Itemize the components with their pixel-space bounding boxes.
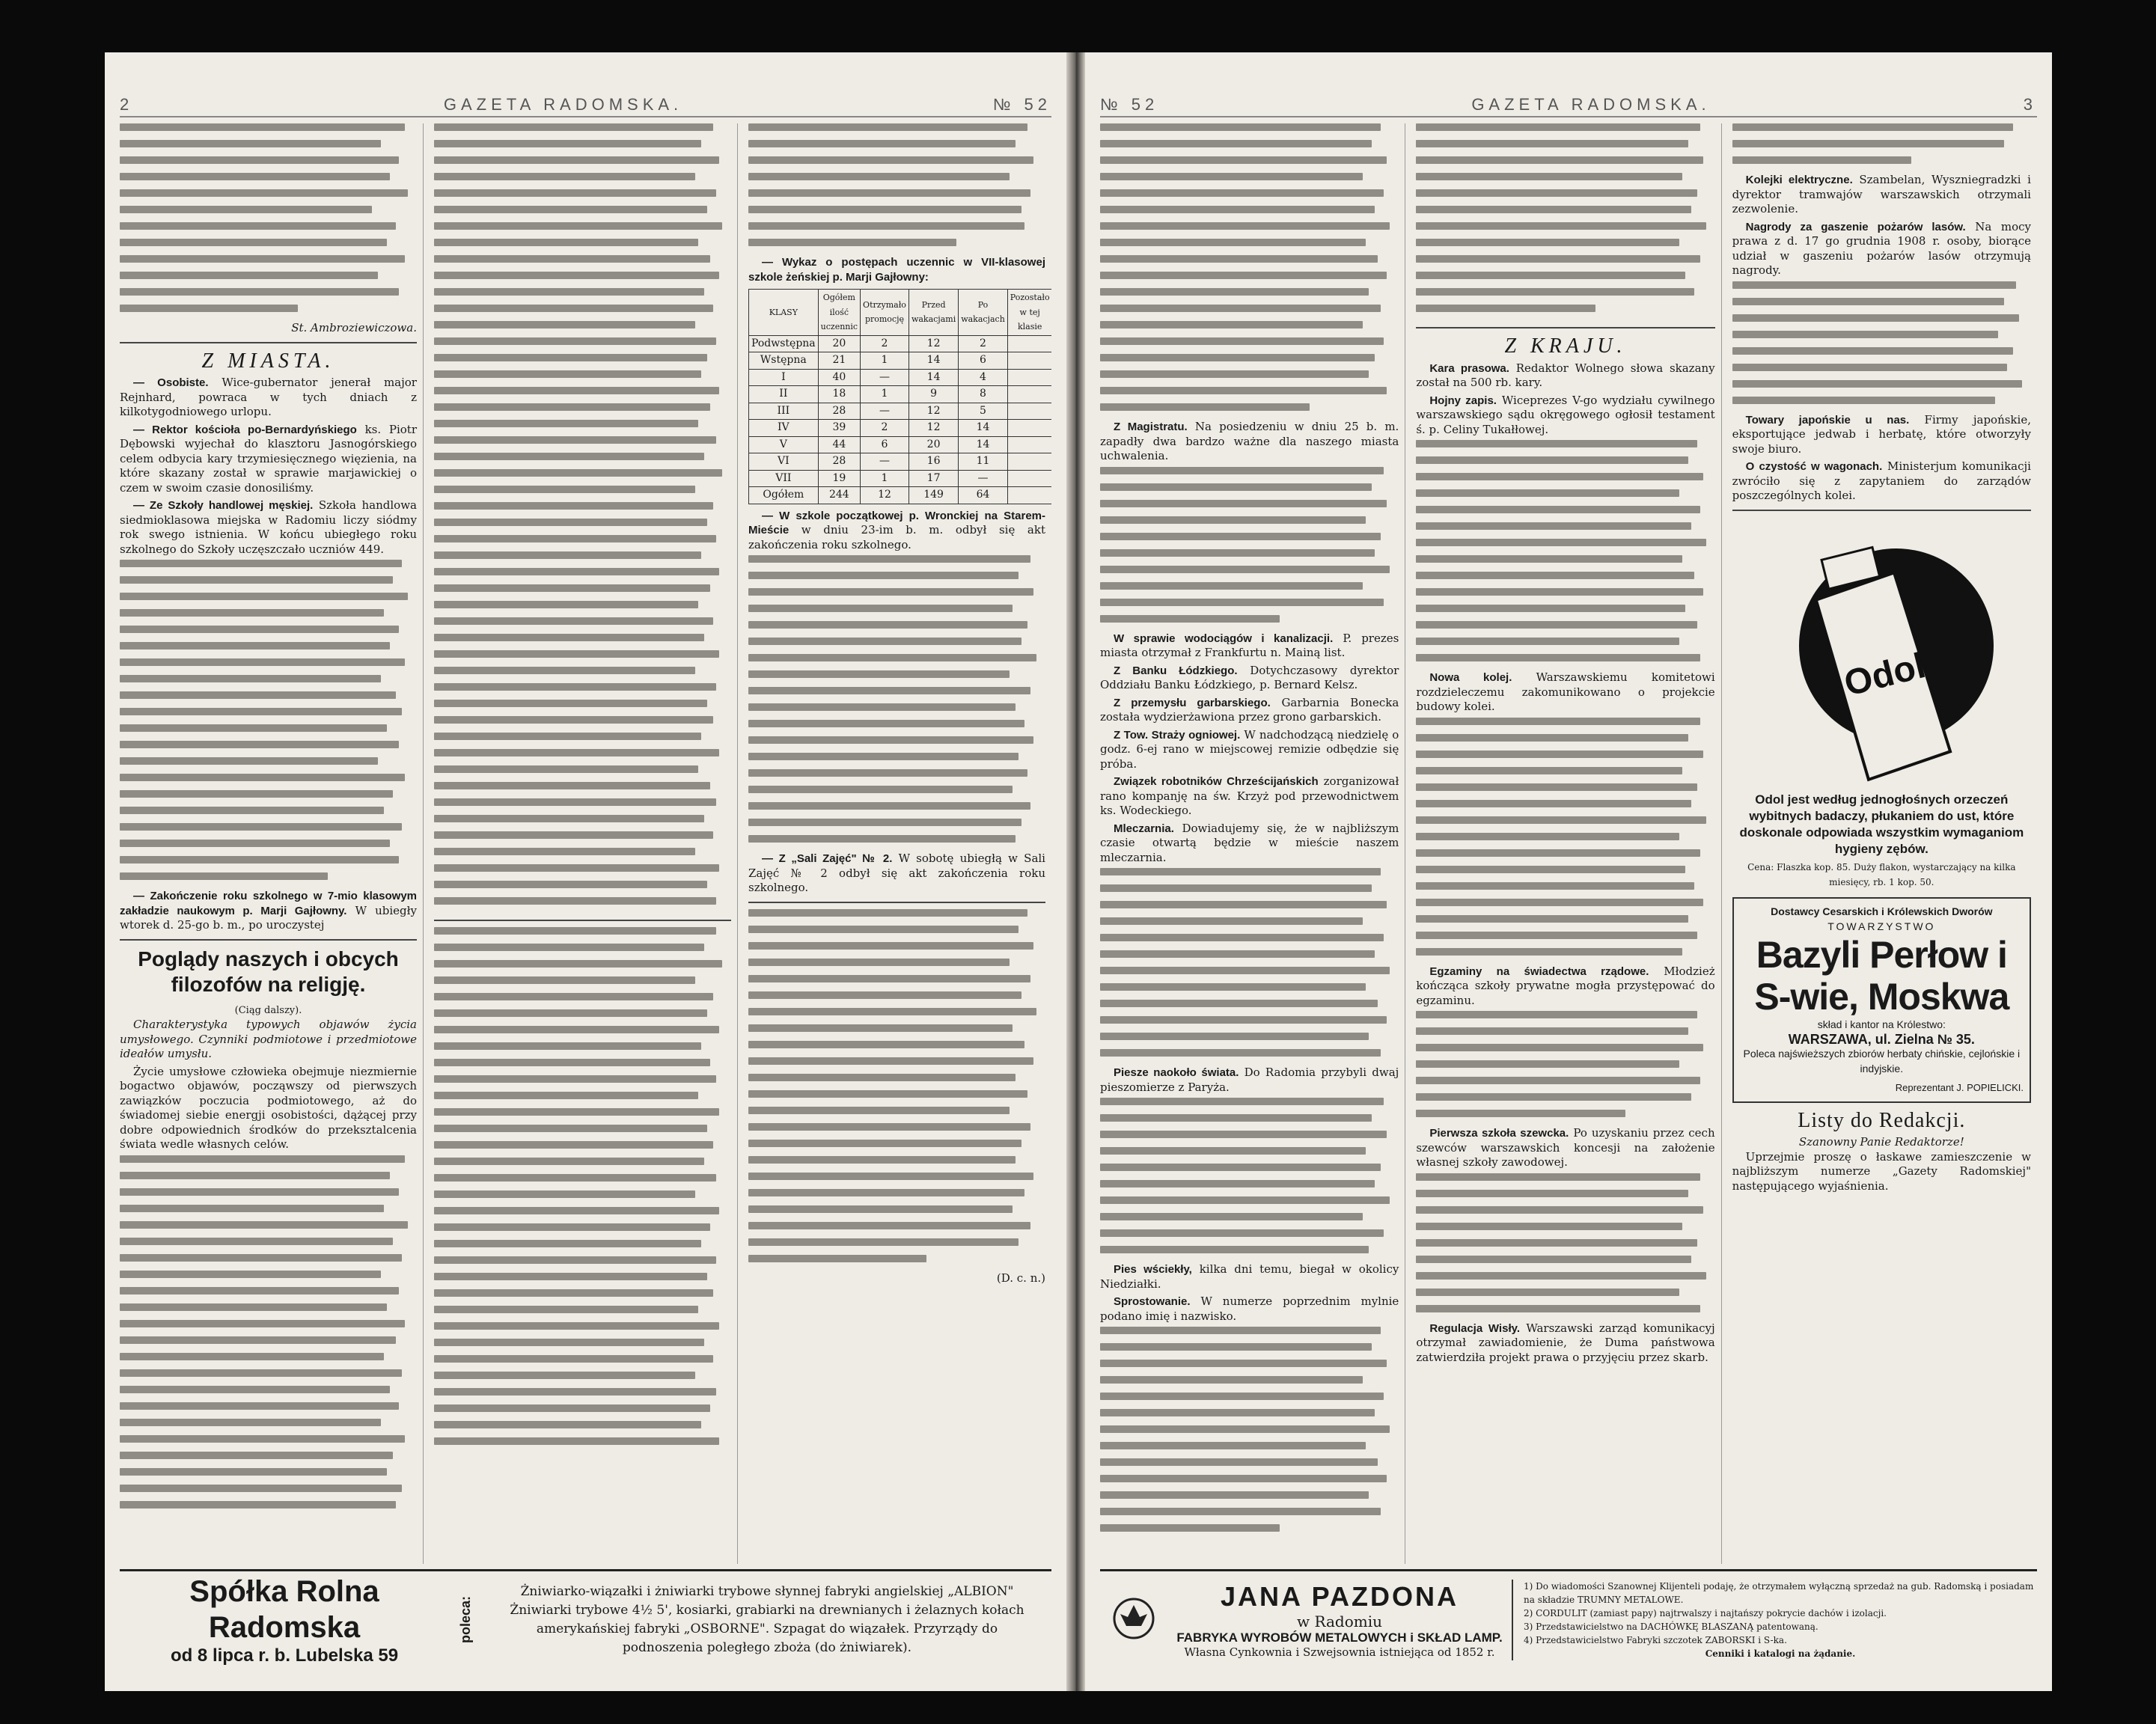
table-row-label: VII — [749, 470, 819, 487]
table-cell — [1007, 470, 1051, 487]
table-cell: 19 — [818, 470, 860, 487]
article-continued: (Ciąg dalszy). — [234, 1004, 302, 1016]
table-header: Pozostało w tej klasie — [1007, 290, 1051, 336]
table-row-label: I — [749, 369, 819, 386]
text-block — [1100, 1098, 1399, 1262]
news-item: Hojny zapis. Wiceprezes V-go wydziału cywilnego warszawskiego sądu okręgowego ogłosił testament ś. p. Celiny Tukałłowej. — [1416, 393, 1715, 436]
table-cell: 8 — [959, 386, 1008, 403]
table-cell: 20 — [908, 436, 958, 453]
news-item: Z Magistratu. Na posiedzeniu w dniu 25 b. m. zapadły dwa bardzo ważne dla naszego miasta uchwalenia. — [1100, 420, 1399, 462]
table-cell: 17 — [908, 470, 958, 487]
text-block — [1100, 868, 1399, 1066]
ad-line: amerykańskiej fabryki „OSBORNE". Szpagat do wiązałek. Przyrządy do — [536, 1621, 998, 1636]
perlow-address: WARSZAWA, ul. Zielna № 35. — [1788, 1031, 1975, 1047]
text-block — [434, 123, 731, 914]
table-cell — [1007, 335, 1051, 352]
letters-greeting: Szanowny Panie Redaktorze! — [1798, 1135, 1964, 1149]
table-cell: 39 — [818, 420, 860, 437]
divider — [434, 920, 731, 921]
perlow-company: Bazyli Perłow i S-wie, Moskwa — [1754, 934, 2009, 1018]
text-block — [1416, 440, 1714, 670]
letters-text: Uprzejmie proszę o łaskawe zamieszczenie w najbliższym numerze „Gazety Radomskiej" następującego wyjaśnienia. — [1732, 1149, 2031, 1193]
text-block — [1100, 1327, 1399, 1541]
table-cell: 16 — [908, 453, 958, 471]
table-row-label: IV — [749, 420, 819, 437]
table-cell: 21 — [818, 352, 860, 370]
news-item: Nowa kolej. Warszawskiemu komitetowi rozdzieleczemu zakomunikowano o projekcie budowy kolei. — [1416, 670, 1715, 713]
text-block — [434, 927, 731, 1454]
table-row — [749, 369, 1052, 386]
table-cell: 5 — [959, 403, 1008, 420]
table-cell: 11 — [959, 453, 1008, 471]
ad-line: Żniwiarki trybowe 4½ 5', kosiarki, grabiarki na drewnianych i żelaznych kołach — [510, 1603, 1024, 1618]
news-item: Mleczarnia. Dowiadujemy się, że w najbliższym czasie otwartą będzie w mieście naszem mleczarnia. — [1100, 821, 1399, 864]
table-row-label: III — [749, 403, 819, 420]
odol-price: Cena: Flaszka kop. 85. Duży flakon, wystarczający na kilka miesięcy, rb. 1 kop. 50. — [1747, 862, 2016, 887]
left-running-head — [120, 94, 1051, 117]
ad-product-list — [483, 1583, 1051, 1657]
divider — [748, 902, 1045, 903]
table-row-label: VI — [749, 453, 819, 471]
pazdona-notes — [1512, 1580, 2037, 1660]
right-page-number: 3 — [2023, 95, 2037, 114]
right-column-3 — [1732, 123, 2037, 1564]
table-cell: 18 — [818, 386, 860, 403]
table-cell: — — [861, 453, 909, 471]
right-column-2 — [1416, 123, 1721, 1564]
table-cell: 9 — [908, 386, 958, 403]
divider — [1416, 327, 1714, 328]
perlow-top: Dostawcy Cesarskich i Królewskich Dworów — [1771, 905, 1993, 917]
table-row — [749, 352, 1052, 370]
news-item: Pierwsza szkoła szewcka. Po uzyskaniu przez cech szewców warszawskich koncesji na założenie własnej szkoły zawodowej. — [1416, 1126, 1715, 1169]
table-header: Ogółem ilość uczennic — [818, 290, 860, 336]
table-cell: 14 — [959, 436, 1008, 453]
table-cell — [1007, 352, 1051, 370]
table-cell — [1007, 487, 1051, 504]
ad-note: 3) Przedstawicielstwo na DACHÓWKĘ BLASZANĄ patentowaną. — [1524, 1621, 1818, 1632]
spolka-rolna-advertisement — [120, 1569, 1051, 1669]
table-cell: 64 — [959, 487, 1008, 504]
right-masthead: GAZETA RADOMSKA. — [1471, 95, 1711, 114]
left-columns — [120, 123, 1051, 1564]
text-block — [1100, 467, 1399, 632]
table-header: Otrzymało promocję — [861, 290, 909, 336]
divider — [120, 342, 417, 343]
right-newspaper-page — [1085, 52, 2052, 1691]
news-item: — Ze Szkoły handlowej męskiej. Szkoła handlowa siedmioklasowa miejska w Radomiu liczy siódmy rok swego istnienia. W końcu ubiegłego roku szkolnego do Szkoły uczęszczało uczniów 449. — [120, 498, 417, 556]
left-column-2 — [434, 123, 738, 1564]
article-title: Poglądy naszych i obcych filozofów na religję. — [138, 947, 399, 996]
continuation-mark: (D. c. n.) — [996, 1271, 1045, 1285]
table-cell — [1007, 369, 1051, 386]
table-cell: 20 — [818, 335, 860, 352]
ad-cennik: Cenniki i katalogi na żądanie. — [1705, 1648, 1856, 1659]
table-row — [749, 420, 1052, 437]
table-body — [749, 335, 1052, 504]
book-gutter — [1066, 52, 1085, 1691]
right-columns — [1100, 123, 2037, 1564]
left-page-number: 2 — [120, 95, 134, 114]
ad-line: Żniwiarko-wiązałki i żniwiarki trybowe słynnej fabryki angielskiej „ALBION" — [520, 1584, 1014, 1599]
table-cell: 1 — [861, 386, 909, 403]
ad-note: 4) Przedstawicielstwo Fabryki szczotek ZABORSKI i S-ka. — [1524, 1635, 1787, 1645]
text-block — [1416, 718, 1714, 965]
news-item: Towary japońskie u nas. Firmy japońskie, eksportujące jedwab i herbatę, które otworzyły swoje biuro. — [1732, 412, 2031, 456]
news-item: Nagrody za gaszenie pożarów lasów. Na mocy prawa z d. 17 go grudnia 1908 r. osoby, biorące udział w gaszeniu pożarów lasów otrzymują nagrody. — [1732, 219, 2031, 277]
table-cell — [1007, 386, 1051, 403]
divider — [120, 939, 417, 941]
table-cell — [1007, 436, 1051, 453]
table-title: — Wykaz o postępach uczennic w VII-klasowej szkole żeńskiej p. Marji Gajłowny: — [748, 256, 1045, 284]
table-cell: 28 — [818, 453, 860, 471]
table-row-label: II — [749, 386, 819, 403]
text-block — [748, 909, 1045, 1271]
odol-label: Odol — [1840, 645, 1930, 704]
table-row-label: Wstępna — [749, 352, 819, 370]
section-title-z-miasta: Z MIASTA. — [201, 349, 335, 373]
pazdona-line1: FABRYKA WYROBÓW METALOWYCH i SKŁAD LAMP. — [1176, 1630, 1503, 1645]
table-cell: 12 — [908, 335, 958, 352]
news-item: Egzaminy na świadectwa rządowe. Młodzież kończąca szkoły prywatne mogła przystępować do egzaminu. — [1416, 964, 1715, 1007]
table-cell: 6 — [959, 352, 1008, 370]
odol-advertisement — [1732, 519, 2031, 890]
news-item: — Osobiste. Wice-gubernator jenerał major Rejnhard, powraca w tych dniach z kilkotygodniowego urlopu. — [120, 376, 417, 418]
ad-poleca: poleca: — [458, 1596, 473, 1644]
table-cell: 244 — [818, 487, 860, 504]
right-running-head — [1100, 94, 2037, 117]
news-item: Regulacja Wisły. Warszawski zarząd komunikacyj otrzymał zawiadomienie, że Duma państwowa zatwierdziła projekt prawa o przyjęciu przez skarb. — [1416, 1321, 1715, 1364]
perlow-representative: Reprezentant J. POPIELICKI. — [1895, 1082, 2024, 1093]
school-item: — Z „Sali Zajęć" № 2. W sobotę ubiegłą w Sali Zajęć № 2 odbył się akt zakończenia roku szkolnego. — [748, 852, 1045, 894]
text-block — [120, 560, 417, 889]
table-cell: 14 — [959, 420, 1008, 437]
ad-note: 2) CORDULIT (zamiast papy) najtrwalszy i najtańszy pokrycie dachów i izolacji. — [1524, 1608, 1887, 1618]
perlow-recommend: Poleca najświeższych zbiorów herbaty chińskie, cejlońskie i indyjskie. — [1743, 1048, 2021, 1075]
news-item: Z Tow. Straży ogniowej. W nadchodzącą niedzielę o godz. 6-ej rano w miejscowej remizie odbędzie się próba. — [1100, 727, 1399, 771]
table-cell: 2 — [861, 335, 909, 352]
news-item: — Zakończenie roku szkolnego w 7-mio klasowym zakładzie naukowym p. Marji Gajłowny. W ubiegły wtorek d. 25-go b. m., po uroczystej — [120, 890, 417, 932]
text-block — [120, 1155, 417, 1517]
table-cell: 6 — [861, 436, 909, 453]
ad-company-name: Spółka Rolna Radomska — [189, 1575, 379, 1644]
text-block — [1732, 123, 2031, 173]
article-lead: Życie umysłowe człowieka obejmuje niezmiernie bogactwo objawów, począwszy od pierwszych zawiązków poczucia podmiotowego, aż do świadomej siebie energji osobistości, dążącej przy dobre odpowiednich środków do przeksztalcenia świata wedle własnych celów. — [120, 1064, 417, 1151]
news-item: Kara prasowa. Redaktor Wolnego słowa skazany został na 500 rb. kary. — [1416, 361, 1715, 389]
table-cell: 12 — [861, 487, 909, 504]
table-cell: 2 — [861, 420, 909, 437]
ad-emblem — [1100, 1596, 1167, 1644]
pazdona-city: w Radomiu — [1296, 1613, 1382, 1630]
ad-company-address: od 8 lipca r. b. Lubelska 59 — [170, 1645, 399, 1666]
perlow-advertisement — [1732, 897, 2031, 1103]
odol-text: Odol jest według jednogłośnych orzeczeń wybitnych badaczy, płukaniem do ust, które doskonale odpowiada wszystkim wymaganiom hygieny zębów. — [1739, 792, 2024, 856]
table-cell: 1 — [861, 470, 909, 487]
table-row — [749, 403, 1052, 420]
table-header: KLASY — [749, 290, 819, 336]
left-masthead: GAZETA RADOMSKA. — [443, 95, 683, 114]
table-cell: 4 — [959, 369, 1008, 386]
news-item: W sprawie wodociągów i kanalizacji. P. prezes miasta otrzymał z Frankfurtu n. Mainą list. — [1100, 631, 1399, 659]
table-row — [749, 453, 1052, 471]
table-cell: 28 — [818, 403, 860, 420]
perlow-warehouse: skład i kantor na Królestwo: — [1817, 1018, 1946, 1030]
news-item: Związek robotników Chrześcijańskich zorganizował rano kompanję na św. Krzyż pod przewodnictwem ks. Wodeckiego. — [1100, 774, 1399, 817]
table-cell — [1007, 420, 1051, 437]
text-block — [1100, 123, 1399, 420]
left-column-3 — [748, 123, 1051, 1564]
left-newspaper-page — [105, 52, 1066, 1691]
table-header: Po wakacjach — [959, 290, 1008, 336]
grades-table — [748, 289, 1051, 504]
ad-company-block — [1167, 1581, 1512, 1659]
news-item: Z przemysłu garbarskiego. Garbarnia Bonecka została wydzierżawiona przez grono garbarskich. — [1100, 695, 1399, 724]
divider — [1732, 510, 2031, 511]
news-item: — Rektor kościoła po-Bernardyńskiego ks. Piotr Dębowski wyjechał do klasztoru Jasnogórskiego celem odbycia kary trzymiesięcznego więzienia, na które skazany został w sprawie marjawickiej o czem w swoim czasie donosiliśmy. — [120, 422, 417, 495]
table-row-label: Podwstępna — [749, 335, 819, 352]
right-column-1 — [1100, 123, 1405, 1564]
left-issue-number: № 52 — [992, 95, 1051, 114]
news-item: Piesze naokoło świata. Do Radomia przybyli dwaj pieszomierze z Paryża. — [1100, 1066, 1399, 1094]
table-cell: 2 — [959, 335, 1008, 352]
ad-note: 1) Do wiadomości Szanownej Klijenteli podaję, że otrzymałem wyłączną sprzedaż na gub. Radomską i posiadam na składzie TRUMNY METALOWE. — [1524, 1581, 2034, 1605]
text-block — [120, 123, 417, 321]
news-item: Kolejki elektryczne. Szambelan, Wyszniegradzki i dyrektor tramwajów warszawskich otrzymali zezwolenie. — [1732, 173, 2031, 216]
table-cell: 44 — [818, 436, 860, 453]
table-row-label: Ogółem — [749, 487, 819, 504]
text-block — [1416, 1011, 1714, 1126]
table-row — [749, 436, 1052, 453]
news-item: Z Banku Łódzkiego. Dotychczasowy dyrektor Oddziału Banku Łódzkiego, p. Bernard Kelsz. — [1100, 663, 1399, 691]
news-item: O czystość w wagonach. Ministerjum komunikacji zwróciło się z zapytaniem do zarządów poszczególnych kolei. — [1732, 459, 2031, 502]
table-row — [749, 386, 1052, 403]
text-block — [1732, 281, 2031, 413]
text-block — [1416, 1173, 1714, 1321]
table-row — [749, 335, 1052, 352]
news-item: Pies wściekły, kilka dni temu, biegał w okolicy Niedziałki. — [1100, 1262, 1399, 1291]
table-cell: 40 — [818, 369, 860, 386]
table-row — [749, 487, 1052, 504]
table-cell — [1007, 403, 1051, 420]
author-signature: St. Ambroziewiczowa. — [291, 321, 417, 334]
article-subtitle: Charakterystyka typowych objawów życia umysłowego. Czynniki podmiotowe i przedmiotowe ideałów umysłu. — [120, 1018, 417, 1060]
table-header: Przed wakacjami — [908, 290, 958, 336]
table-cell: — — [861, 403, 909, 420]
pazdona-line2: Własna Cynkownia i Szwejsownia istniejąca od 1852 r. — [1184, 1645, 1495, 1659]
table-cell: 1 — [861, 352, 909, 370]
text-block — [748, 555, 1045, 852]
letters-title: Listy do Redakcji. — [1798, 1108, 1966, 1132]
table-row-label: V — [749, 436, 819, 453]
left-column-1 — [120, 123, 424, 1564]
school-item: — W szkole początkowej p. Wronckiej na Starem-Mieście w dniu 23-im b. m. odbył się akt zakończenia roku szkolnego. — [748, 509, 1045, 551]
table-cell: 12 — [908, 420, 958, 437]
table-cell: — — [959, 470, 1008, 487]
pazdona-advertisement — [1100, 1569, 2037, 1669]
text-block — [748, 123, 1045, 255]
ad-company-block — [120, 1574, 449, 1666]
pazdona-name: JANA PAZDONA — [1220, 1581, 1459, 1612]
table-cell: 14 — [908, 352, 958, 370]
table-cell: 149 — [908, 487, 958, 504]
section-title-z-kraju: Z KRAJU. — [1504, 334, 1627, 358]
news-item: Sprostowanie. W numerze poprzednim mylnie podano imię i nazwisko. — [1100, 1294, 1399, 1323]
odol-bottle-icon — [1769, 519, 1994, 788]
ad-line: podnoszenia poległego zboża (do żniwiarek). — [622, 1640, 912, 1655]
text-block — [1416, 123, 1714, 321]
table-header-row — [749, 290, 1052, 336]
table-cell: 12 — [908, 403, 958, 420]
table-cell — [1007, 453, 1051, 471]
perlow-society: TOWARZYSTWO — [1827, 920, 1936, 932]
table-cell: — — [861, 369, 909, 386]
table-row — [749, 470, 1052, 487]
table-cell: 14 — [908, 369, 958, 386]
right-issue-number: № 52 — [1100, 95, 1159, 114]
eagle-emblem-icon — [1111, 1596, 1156, 1641]
